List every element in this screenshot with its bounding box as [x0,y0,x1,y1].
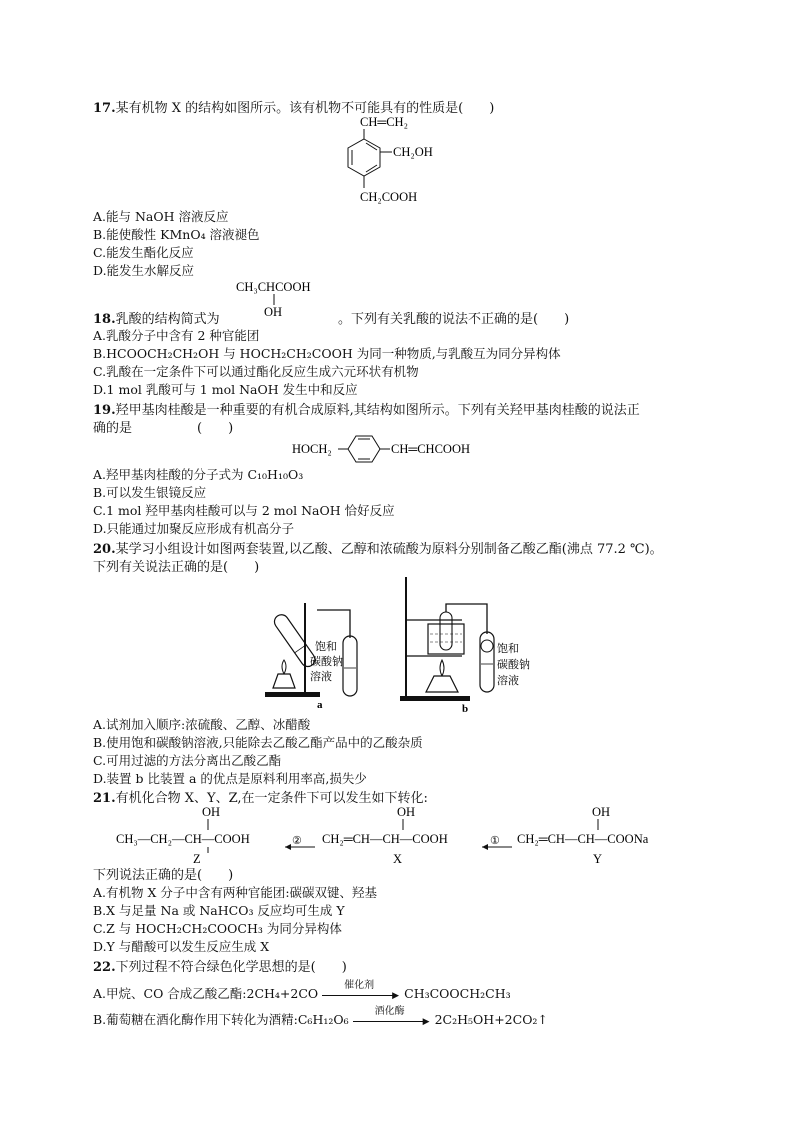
alcohol-lamp-b [426,676,458,692]
q19-side-chain: CH═CHCOOH [391,442,471,456]
q19-stem-line1 [93,399,640,418]
q20-text-1: 某学习小组设计如图两套装置,以乙酸、乙醇和浓硫酸为原料分别制备乙酸乙酯(沸点 77.2 ℃)。 [115,542,663,557]
q18-text-before: 乳酸的结构简式为 [115,312,220,327]
q18-option-c: C.乳酸在一定条件下可以通过酯化反应生成六元环状有机物 [93,364,419,379]
q22-option-a [93,979,511,1002]
q19-benzene-ring [348,436,380,462]
q22-a-product: CH₃COOCH₂CH₃ [404,986,511,1001]
q17-option-a: A.能与 NaOH 溶液反应 [93,209,229,224]
x-label: X [393,852,403,865]
q17-ch2cooh: CH₂COOH [360,190,418,204]
q18-option-b: B.HCOOCH₂CH₂OH 与 HOCH₂CH₂COOH 为同一种物质,与乳酸互为同分异构体 [93,346,561,361]
q22-a-condition: 催化剂 [344,979,375,991]
q21-text: 有机化合物 X、Y、Z,在一定条件下可以发生如下转化: [115,791,428,806]
label-b-2: 碳酸钠 [497,659,530,671]
q17-text: 某有机物 X 的结构如图所示。该有机物不可能具有的性质是( ) [115,101,495,116]
q18-number: 18. [93,312,116,327]
q20-stem-line2: 下列有关说法正确的是( ) [93,560,260,575]
caption-a: a [317,699,323,710]
q19-option-a: A.羟甲基肉桂酸的分子式为 C₁₀H₁₀O₃ [93,467,304,482]
stand-base-b [400,696,470,701]
q17-ch2oh: CH₂OH [393,145,433,159]
q22-b-product: 2C₂H₅OH+2CO₂↑ [434,1012,548,1027]
q18-oh: OH [264,305,283,318]
q18-option-a: A.乳酸分子中含有 2 种官能团 [93,328,260,343]
q20-number: 20. [93,542,116,557]
q20-apparatus-b [392,572,542,716]
alcohol-lamp-a [273,674,295,688]
q22-text: 下列过程不符合绿色化学思想的是( ) [115,960,347,975]
q20-option-a: A.试剂加入顺序:浓硫酸、乙醇、冰醋酸 [93,717,311,732]
q22-option-b [93,1005,548,1028]
label-b-3: 溶液 [497,675,519,687]
receiving-tube-a [343,636,357,696]
q21-stem2: 下列说法正确的是( ) [93,868,234,883]
q18-option-d: D.1 mol 乳酸可与 1 mol NaOH 发生中和反应 [93,382,358,397]
z-label: Z [193,852,201,865]
q22-b-reactants: B.葡萄糖在酒化酶作用下转化为酒精:C₆H₁₂O₆ [93,1012,349,1027]
q18-structure [234,278,344,318]
q20-option-b: B.使用饱和碳酸钠溶液,只能除去乙酸乙酯产品中的乙酸杂质 [93,735,423,750]
y-oh: OH [592,805,611,819]
q19-stem-line2: 确的是 ( ) [93,421,234,436]
y-label: Y [593,852,603,865]
arrow-2-label: ② [292,835,302,847]
q18-formula: CH₃CHCOOH [236,280,311,294]
q17-option-d: D.能发生水解反应 [93,263,195,278]
y-formula: CH₂═CH—CH—COONa [517,832,649,846]
q22-number: 22. [93,960,116,975]
x-oh: OH [397,805,416,819]
q22-stem [93,956,347,975]
z-oh: OH [202,805,221,819]
q21-option-b: B.X 与足量 Na 或 NaHCO₃ 反应均可生成 Y [93,903,345,918]
q17-option-b: B.能使酸性 KMnO₄ 溶液褪色 [93,227,260,242]
q19-number: 19. [93,403,116,418]
z-formula: CH₃—CH₂—CH—COOH [116,832,250,846]
q20-stem-line1 [93,538,663,557]
q19-structure [290,432,520,466]
q20-apparatus-a [255,598,385,710]
caption-b: b [462,703,469,715]
q21-option-a: A.有机物 X 分子中含有两种官能团:碳碳双键、羟基 [93,885,378,900]
q17-structure [330,112,470,207]
q18-stem-end: 。下列有关乳酸的说法不正确的是( ) [338,312,570,327]
q17-number: 17. [93,101,116,116]
q17-option-c: C.能发生酯化反应 [93,245,194,260]
delivery-tube-a [317,610,350,638]
stand-base-a [265,692,320,697]
label-b-1: 饱和 [497,643,519,655]
q20-option-c: C.可用过滤的方法分离出乙酸乙酯 [93,753,282,768]
q19-option-c: C.1 mol 羟甲基肉桂酸可以与 2 mol NaOH 恰好反应 [93,503,395,518]
q22-b-arrow: 酒化酶 ▶ [353,1014,431,1028]
q19-hoch2: HOCH₂ [292,442,332,456]
flame-icon [440,660,444,676]
x-formula: CH₂═CH—CH—COOH [322,832,448,846]
q20-option-d: D.装置 b 比装置 a 的优点是原料利用率高,损失少 [93,771,367,786]
q21-option-d: D.Y 与醋酸可以发生反应生成 X [93,939,270,954]
arrow-1-label: ① [490,835,500,847]
bulb-b [481,640,493,652]
q22-b-condition: 酒化酶 [374,1005,405,1017]
q21-option-c: C.Z 与 HOCH₂CH₂COOCH₃ 为同分异构体 [93,921,342,936]
q19-text-1: 羟甲基肉桂酸是一种重要的有机合成原料,其结构如图所示。下列有关羟甲基肉桂酸的说法正 [115,403,640,418]
q17-vinyl: CH═CH₂ [360,115,408,129]
q21-scheme [110,803,710,865]
q19-option-b: B.可以发生银镜反应 [93,485,207,500]
q21-number: 21. [93,791,116,806]
label-a-1: 饱和 [315,641,337,653]
q22-a-reactants: A.甲烷、CO 合成乙酸乙酯:2CH₄+2CO [93,986,319,1001]
label-a-3: 溶液 [310,671,332,683]
reaction-tube-b [440,612,452,650]
q18-stem-start [93,308,220,327]
flame-icon [282,660,286,674]
q19-option-d: D.只能通过加聚反应形成有机高分子 [93,521,295,536]
receiving-tube-b [480,632,494,692]
q17-benzene-ring [348,139,380,176]
q22-a-arrow: 催化剂 ▶ [322,988,400,1002]
label-a-2: 碳酸钠 [310,656,343,668]
